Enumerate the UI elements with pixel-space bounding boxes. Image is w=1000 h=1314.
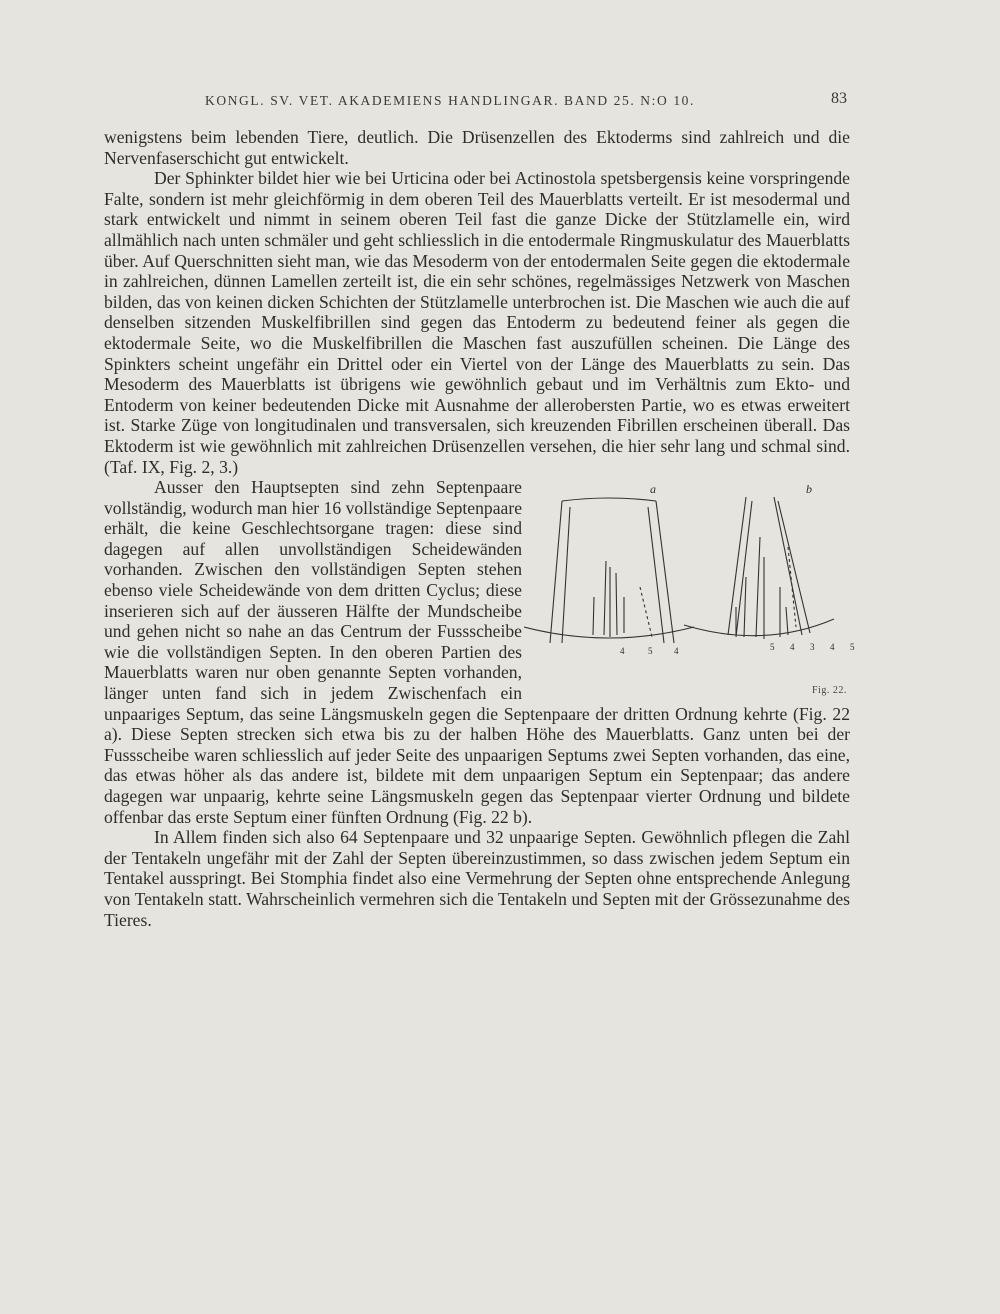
panel-b-number-2: 4 [790, 642, 795, 653]
panel-a-label: a [650, 482, 656, 497]
panel-b-number-5: 5 [850, 642, 855, 653]
running-title: KONGL. SV. VET. AKADEMIENS HANDLINGAR. BAND 25. N:O 10. [205, 93, 696, 108]
running-head [100, 88, 850, 112]
body-text [104, 127, 855, 930]
paragraph-allem: In Allem finden sich also 64 Septenpaare und 32 unpaarige Septen. Gewöhnlich pflegen die Zahl der Tentakeln ungefähr mit der Zahl der Septen übereinzustimmen, so dass zwischen jedem Septum ein Tentakel ausspringt. Bei Stomphia findet also eine Vermehrung der Septen ohne entsprechende Anlegung von Tentakeln statt. Wahrscheinlich vermehren sich die Tentakeln und Septen mit der Grössezunahme des Tieres. [104, 827, 850, 930]
paragraph-sphinkter: Der Sphinkter bildet hier wie bei Urticina oder bei Actinostola spetsbergensis keine vorspringende Falte, sondern ist mehr gleichförmig in dem oberen Teil des Mauerblatts verteilt. Er ist mesodermal und stark entwickelt und nimmt in seinem oberen Teil fast die ganze Dicke der Stützlamelle ein, wird allmählich nach unten schmäler und geht schliesslich in die entodermale Ringmuskulatur des Mauerblatts über. Auf Querschnitten sieht man, wie das Mesoderm von der entodermalen Seite gegen die ektodermale in zahlreichen, dünnen Lamellen zerteilt ist, die ein sehr schönes, regelmässiges Netzwerk von Maschen bilden, das von keinen dicken Schichten der Stützlamelle unterbrochen ist. Die Maschen wie auch die auf denselben sitzenden Muskelfibrillen sind gegen das Entoderm zu bedeutend feiner als gegen die ektodermale Seite, wo die Muskelfibrillen die Maschen fast auszufüllen scheinen. Die Länge des Spinkters scheint ungefähr ein Drittel oder ein Viertel von der Länge des Mauerblatts zu sein. Das Mesoderm des Mauerblatts ist übrigens wie gewöhnlich gebaut und im Verhältnis zum Ekto- und Entoderm von keiner bedeutenden Dicke mit Ausnahme der allerobersten Partie, wo es etwas erweitert ist. Starke Züge von longitudinalen und transversalen, sich kreuzenden Fibrillen erscheinen überall. Das Ektoderm ist wie gewöhnlich mit zahlreichen Drüsenzellen versehen, die hier sehr lang und schmal sind. (Taf. IX, Fig. 2, 3.) [104, 168, 850, 477]
panel-a-number-1: 4 [620, 646, 625, 657]
page-number: 83 [831, 90, 847, 107]
panel-b-number-1: 5 [770, 642, 775, 653]
paragraph-septen [104, 477, 855, 827]
panel-b-label: b [806, 482, 812, 497]
figure-caption: Fig. 22. [812, 685, 847, 697]
figure-22 [534, 477, 855, 697]
panel-b-number-4: 4 [830, 642, 835, 653]
septa-diagram [524, 477, 844, 707]
paragraph-continuation: wenigstens beim lebenden Tiere, deutlich. Die Drüsenzellen des Ektoderms sind zahlreich und die Nervenfaserschicht gut entwickelt. [104, 127, 850, 168]
panel-b-number-3: 3 [810, 642, 815, 653]
paragraph-septen-text: Ausser den Hauptsepten sind zehn Septenpaare vollständig, wodurch man hier 16 vollständige Septenpaare erhält, die keine Geschlechtsorgane tragen: diese sind dagegen auf allen unvollständigen Scheidewänden vorhanden. Zwischen den vollständigen Septen stehen ebenso viele Scheidewände von dem dritten Cyclus; diese inserieren sich auf der äusseren Hälfte der Mundscheibe und gehen nicht so nahe an das Centrum der Fussscheibe wie die vollständigen Septen. In den oberen Partien des Mauerblatts waren nur oben genannte Septen vorhanden, länger unten fand sich in jedem Zwischenfach ein unpaariges Septum, das seine Längsmuskeln gegen die Septenpaare der dritten Ordnung kehrte (Fig. 22 a). Diese Septen strecken sich etwa bis zu der halben Höhe des Mauerblatts. Ganz unten bei der Fussscheibe waren schliesslich auf jeder Seite des unpaarigen Septums zwei Septen vorhanden, das eine, das etwas höher als das andere ist, bildete mit dem unpaarigen Septum ein Septenpaar; das andere dagegen war unpaarig, kehrte seine Längsmuskeln gegen das Septenpaar vierter Ordnung und bildete offenbar das erste Septum einer fünften Ordnung (Fig. 22 b). [104, 477, 850, 827]
panel-a-number-3: 4 [674, 646, 679, 657]
panel-a-number-2: 5 [648, 646, 653, 657]
